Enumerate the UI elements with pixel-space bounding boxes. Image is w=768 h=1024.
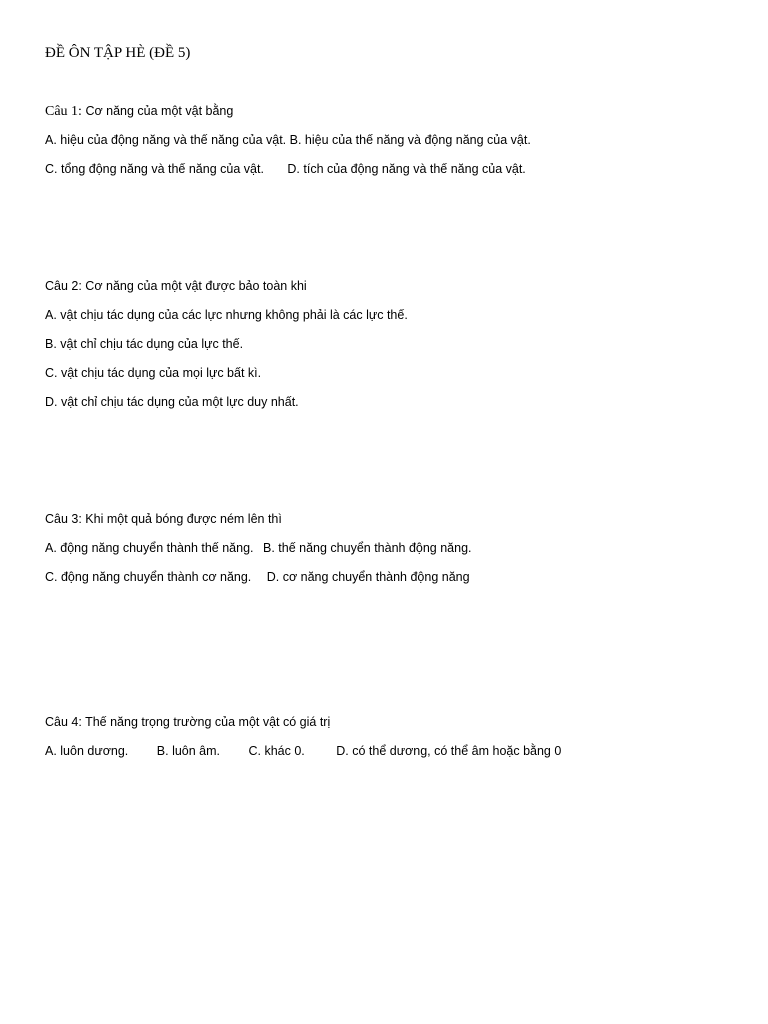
question-1-options-row-1 [45, 132, 531, 148]
question-3-option-c: C. động năng chuyển thành cơ năng. [45, 570, 252, 584]
question-2-option-b: B. vật chỉ chịu tác dụng của lực thế. [45, 337, 244, 351]
question-1-option-b: B. hiệu của thế năng và động năng của vật. [289, 133, 531, 147]
question-2-option-c: C. vật chịu tác dụng của mọi lực bất kì. [45, 366, 262, 380]
question-3-option-a: A. động năng chuyển thành thế năng. [45, 541, 254, 555]
question-4-option-a: A. luôn dương. [45, 744, 129, 758]
question-1-prefix: Câu 1: [45, 104, 86, 119]
question-2-option-a: A. vật chịu tác dụng của các lực nhưng không phải là các lực thế. [45, 308, 408, 322]
question-3-option-d: D. cơ năng chuyển thành động năng [266, 570, 470, 584]
question-1-stem: Cơ năng của một vật bằng [85, 104, 234, 118]
question-1 [45, 103, 233, 120]
question-3-options-row-1 [45, 540, 472, 556]
question-4-option-c: C. khác 0. [248, 744, 305, 758]
question-4-options-row [45, 743, 561, 759]
question-1-option-a: A. hiệu của động năng và thế năng của vật. [45, 133, 287, 147]
question-3-option-b: B. thế năng chuyển thành động năng. [263, 541, 472, 555]
question-1-options-row-2 [45, 161, 526, 177]
question-2: Câu 2: Cơ năng của một vật được bảo toàn khi [45, 279, 307, 293]
question-4-option-d: D. có thể dương, có thể âm hoặc bằng 0 [336, 744, 562, 758]
page-title: ĐỀ ÔN TẬP HÈ (ĐỀ 5) [45, 45, 191, 61]
question-2-option-d: D. vật chỉ chịu tác dụng của một lực duy nhất. [45, 395, 299, 409]
question-3-options-row-2 [45, 569, 470, 585]
question-1-option-d: D. tích của động năng và thế năng của vật. [287, 162, 526, 176]
question-4: Câu 4: Thế năng trọng trường của một vật có giá trị [45, 715, 331, 729]
question-1-option-c: C. tổng động năng và thế năng của vật. [45, 162, 264, 176]
question-3: Câu 3: Khi một quả bóng được ném lên thì [45, 512, 282, 526]
question-4-option-b: B. luôn âm. [156, 744, 221, 758]
